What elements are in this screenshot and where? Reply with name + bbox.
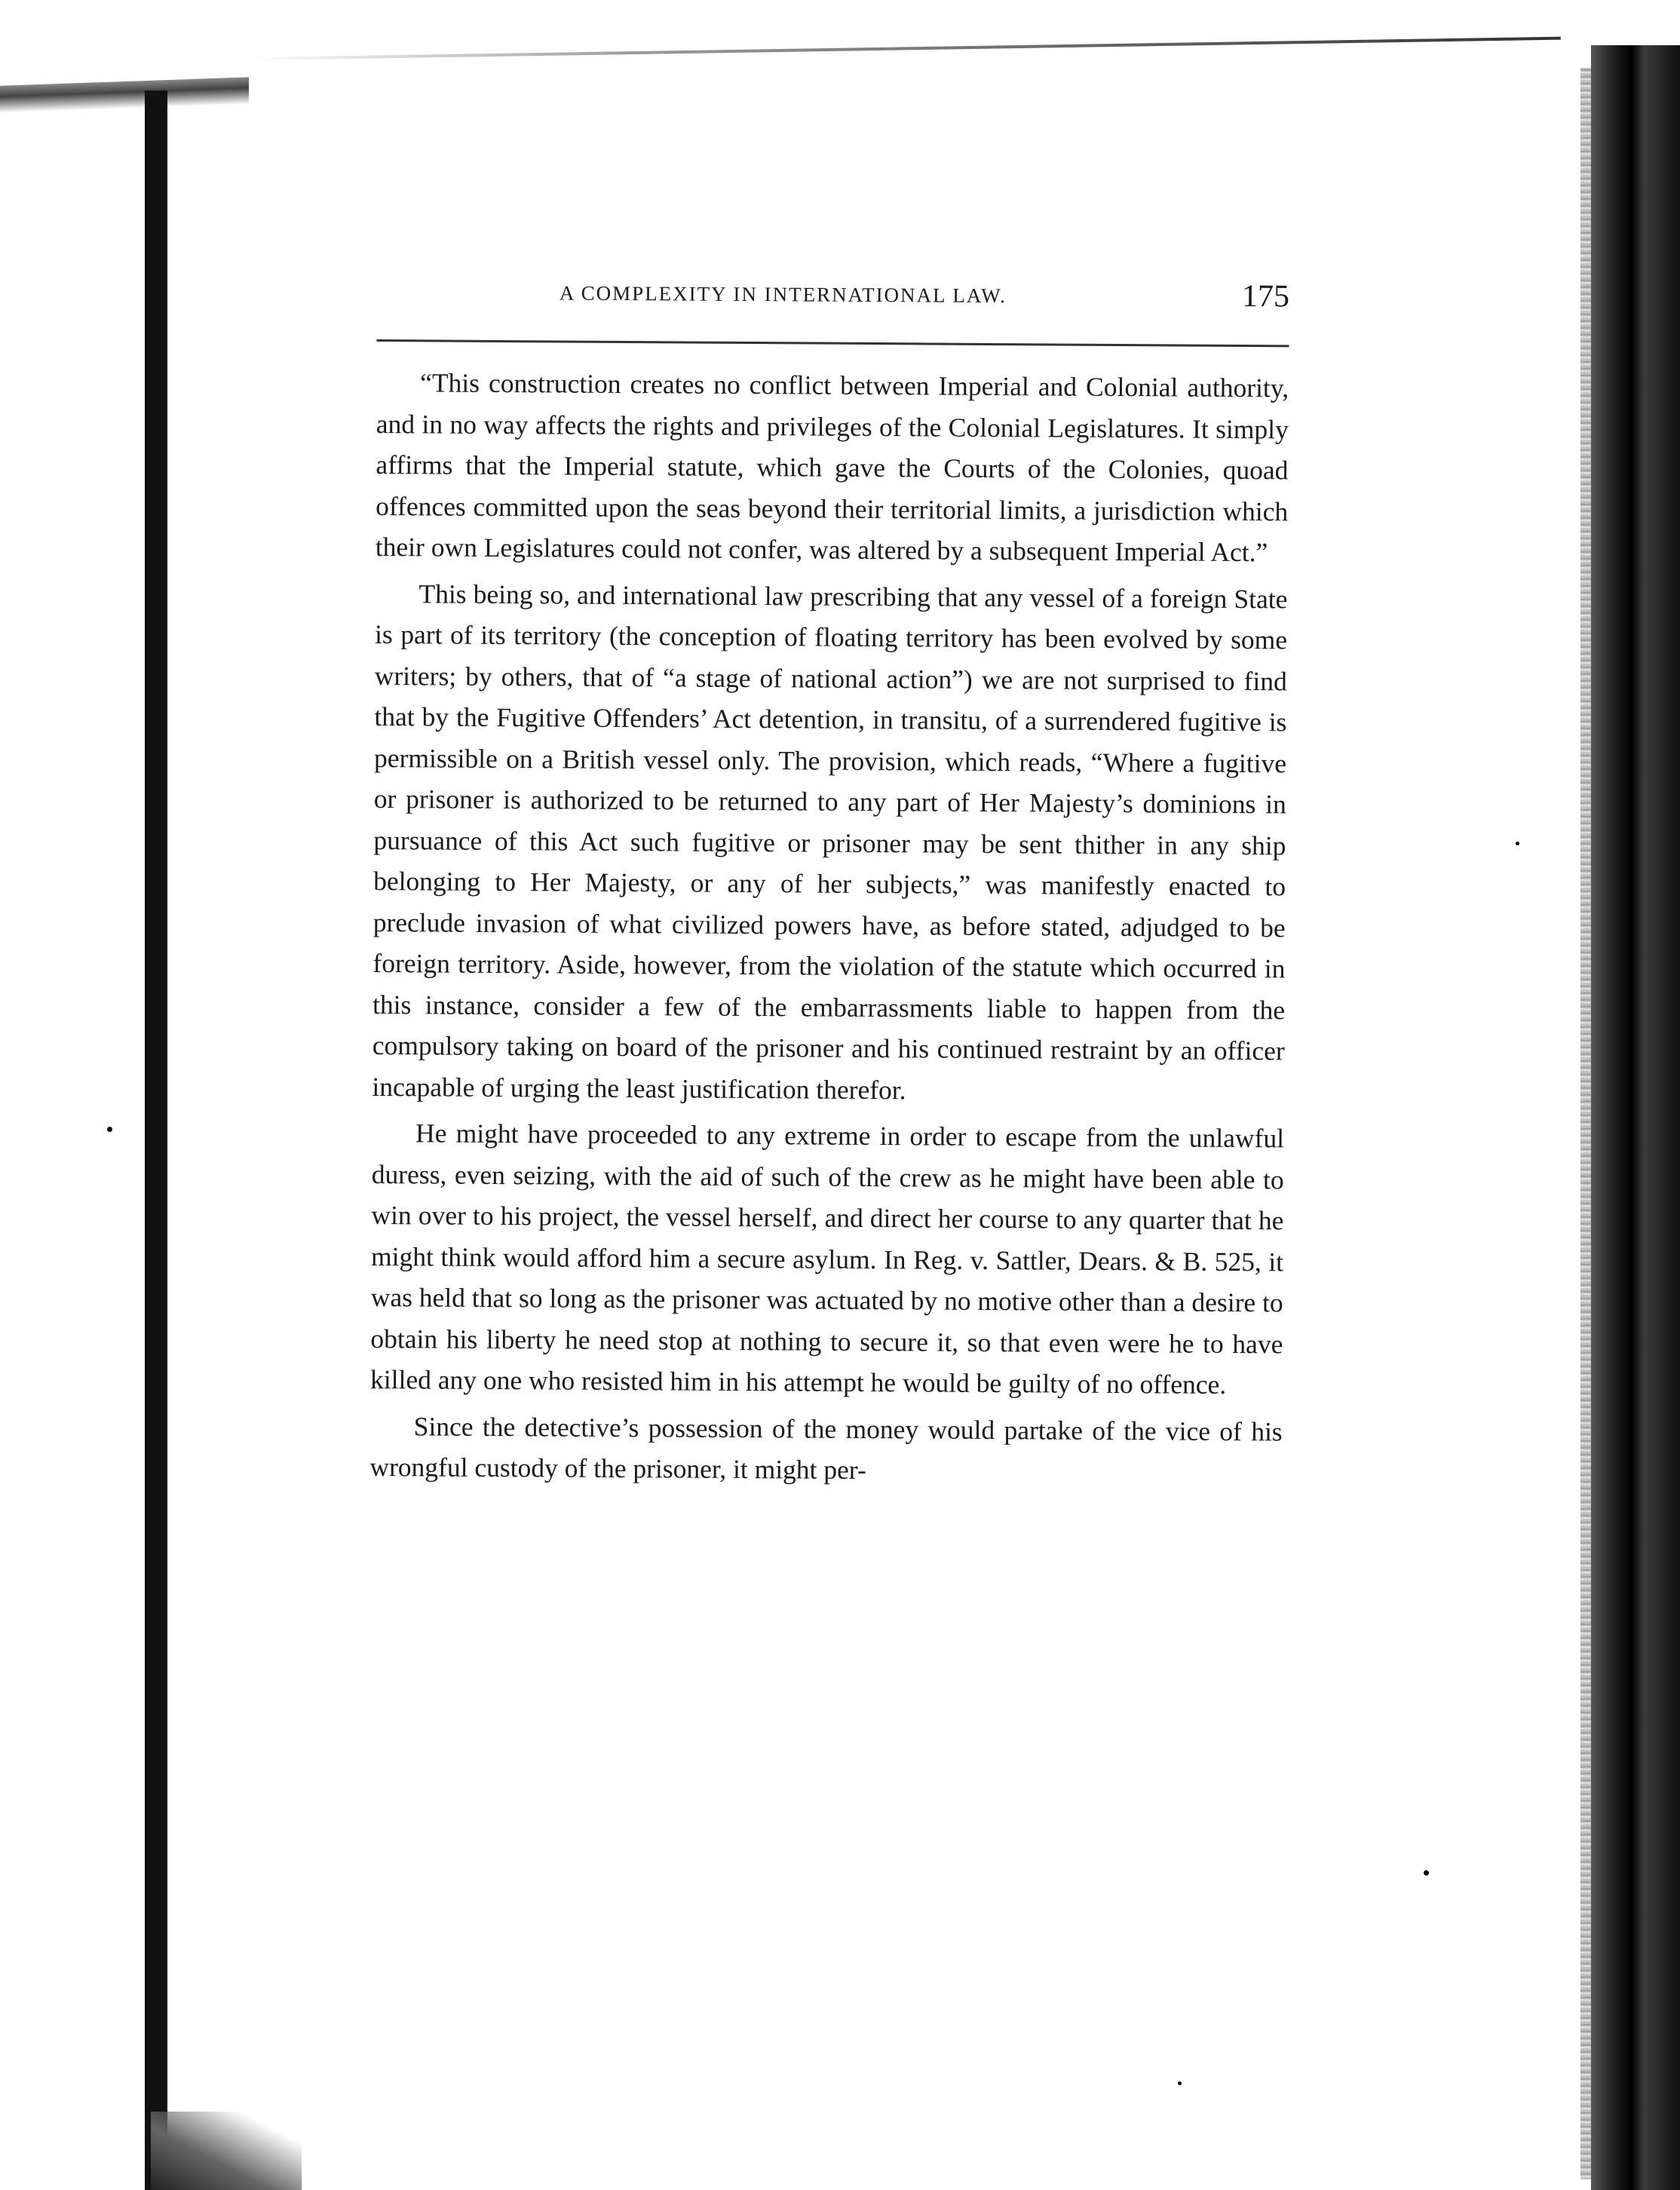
paragraph-floating-territory: This being so, and international law prescribing that any vessel of a foreign State is part of its territory (the conception of floating territory has been evolved by some writers; by others, that of “a stage of national action”) we are not surprised to find that by the Fugitive Offenders’ Act detention, in transitu, of a surrendered fugitive is permissible on a British vessel only. The provision, which reads, “Where a fugitive or prisoner is authorized to be returned to any part of Her Majesty’s dominions in pursuance of this Act such fugitive or prisoner may be sent thither in any ship belonging to Her Majesty, or any of her subjects,” was manifestly enacted to preclude invasion of what civilized powers have, as before stated, adjudged to be foreign territory. Aside, however, from the violation of the statute which occurred in this instance, consider a few of the embarrassments liable to happen from the compulsory taking on board of the prisoner and his continued restraint by an officer incapable of urging the least justification therefor.: [372, 578, 1288, 1105]
scan-speck: [1178, 2081, 1182, 2085]
scan-edge-top: [249, 37, 1561, 60]
body-text: [369, 362, 1289, 1498]
scan-edge-left: [145, 90, 167, 2190]
scan-edge-right: [1591, 45, 1680, 2190]
page-number: 175: [1241, 279, 1290, 314]
book-page: [366, 281, 1289, 2020]
paragraph-unlawful-duress: He might have proceeded to any extreme in order to escape from the unlawful duress, even seizing, with the aid of such of the crew as he might have been able to win over to his project, the vessel herself, and direct her course to any quarter that he might think would afford him a secure asylum. In Reg. v. Sattler, Dears. & B. 525, it was held that so long as the prisoner was actuated by no motive other than a desire to obtain his liberty he need stop at nothing to secure it, so that even were he to have killed any one who resisted him in his attempt he would be guilty of no offence.: [369, 1118, 1285, 1400]
header-rule: [377, 339, 1289, 347]
paragraph-quotation: “This construction creates no conflict between Imperial and Colonial authority, and in no way affects the rights and privileges of the Colonial Legislatures. It simply affirms that the Imperial statute, which gave the Courts of the Colonies, quoad offences committed upon the seas beyond their territorial limits, a jurisdiction which their own Legislatures could not confer, was altered by a subsequent Imperial Act.”: [375, 367, 1289, 568]
scan-speck: [1516, 842, 1519, 845]
scan-speck: [1424, 1870, 1429, 1876]
running-title: A COMPLEXITY IN INTERNATIONAL LAW.: [559, 281, 1007, 308]
scan-speck: [107, 1127, 112, 1132]
scan-shadow-top-left: [0, 77, 249, 113]
paragraph-detective-possession: Since the detective’s possession of the money would partake of the vice of his wrongful custody of the prisoner, it might per-: [369, 1410, 1283, 1485]
scan-page-stack-right: [1580, 68, 1591, 2179]
scan-shadow-bottom-left: [151, 2112, 302, 2190]
running-head: [377, 281, 1289, 331]
